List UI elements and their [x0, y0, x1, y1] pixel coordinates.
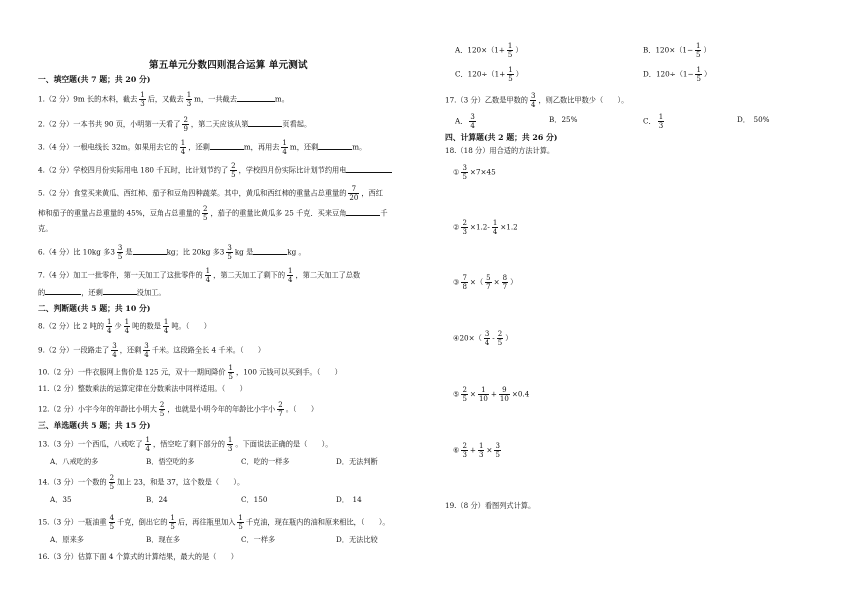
question-text: 千克，倒出它的	[117, 517, 168, 527]
question-text: 11.（2 分）整数乘法的运算定律在分数乘法中同样适用。（ ）	[38, 384, 247, 393]
option-b[interactable]: B．悟空吃的多	[146, 457, 195, 466]
fraction	[226, 244, 232, 261]
fraction-numerator: 2	[462, 442, 467, 450]
fraction-denominator: 5	[696, 75, 701, 83]
question-5-line-3	[38, 223, 52, 234]
fraction-denominator: 5	[228, 373, 233, 381]
calc-text: ×	[486, 445, 493, 455]
question-text: 。下面说法正确的是（ ）。	[235, 439, 333, 449]
question-text: 16.（3 分）估算下面 4 个算式的计算结果，最大的是（ ）	[38, 552, 238, 561]
fraction-denominator: 5	[117, 253, 123, 261]
question-text: ，学校四月份实际比计划节约用电	[238, 165, 347, 175]
fraction	[507, 42, 513, 59]
question-text: 13.（3 分）一个西瓜，八戒吃了	[38, 439, 143, 449]
question-text: 千	[380, 208, 388, 218]
answer-blank[interactable]	[237, 93, 275, 102]
fraction-numerator: 1	[658, 113, 664, 121]
fraction	[281, 139, 287, 156]
calc-text: ×7×45	[469, 167, 496, 177]
question-5-line-2	[38, 205, 388, 222]
question-text: ，悟空吃了剩下部分的	[153, 439, 225, 449]
question-text: 吨。（ ）	[171, 321, 211, 331]
fraction-numerator: 1	[106, 318, 112, 326]
page-title: 第五单元分数四则混合运算 单元测试	[149, 60, 308, 71]
fraction	[169, 514, 175, 531]
option-c[interactable]: C．150	[241, 495, 268, 504]
fraction-numerator: 1	[481, 386, 486, 394]
fraction-denominator: 4	[145, 445, 151, 453]
answer-blank[interactable]	[346, 207, 380, 216]
option-text: C．120÷（1+	[455, 69, 506, 79]
calc-item	[453, 386, 529, 403]
fraction-numerator: 1	[163, 318, 169, 326]
question-9	[38, 342, 265, 359]
fraction	[124, 318, 130, 335]
fraction-denominator: 8	[462, 283, 467, 291]
fraction-numerator: 2	[183, 116, 188, 124]
fraction	[499, 386, 510, 403]
fraction-numerator: 8	[502, 274, 508, 282]
question-text: 后，再往瓶里加入	[177, 517, 236, 527]
question-text: 3	[219, 247, 225, 257]
option-a[interactable]	[455, 42, 523, 59]
question-text: m。	[352, 142, 367, 152]
question-15	[38, 514, 390, 531]
question-5	[38, 185, 383, 202]
option-a[interactable]	[455, 113, 478, 130]
fraction-numerator: 1	[145, 436, 151, 444]
fraction	[478, 386, 489, 403]
question-text: 14.（3 分）一个数的	[38, 477, 107, 487]
fraction-denominator: 10	[499, 395, 509, 403]
fraction-denominator: 3	[462, 451, 467, 459]
fraction	[143, 342, 149, 359]
fraction	[139, 91, 145, 108]
fraction	[658, 113, 664, 130]
section-single-choice: 三、单选题(共 5 题；共 15 分)	[38, 421, 151, 430]
fraction	[111, 342, 117, 359]
fraction	[502, 274, 508, 291]
fraction-numerator: 1	[282, 139, 287, 147]
option-c[interactable]: C．吃的一样多	[241, 457, 290, 466]
calc-text: +	[469, 445, 476, 455]
question-text: 是	[125, 247, 133, 257]
option-text: C．	[643, 116, 656, 126]
question-text: 千米。这段路全长 4 千米。（ ）	[151, 345, 266, 355]
question-text: 5.（2 分）食堂买来黄瓜、西红柿、茄子和豆角四种蔬菜。其中，黄瓜和西红柿的重量占总重量的	[38, 188, 347, 198]
question-text: ，第二天加工了总数	[295, 270, 361, 280]
fraction-numerator: 3	[495, 442, 500, 450]
fraction-denominator: 7	[486, 283, 491, 291]
question-10	[38, 364, 342, 381]
question-text: 1.（2 分）9m 长的木料，截去	[38, 94, 138, 104]
option-text: ）	[515, 45, 523, 55]
fraction-denominator: 4	[144, 351, 149, 359]
fraction-numerator: 2	[231, 162, 236, 170]
question-14	[38, 474, 244, 491]
fraction-denominator: 3	[227, 445, 233, 453]
question-16	[38, 551, 238, 562]
option-a[interactable]: A．35	[50, 495, 72, 504]
fraction	[695, 66, 701, 83]
question-8	[38, 318, 211, 335]
fraction-numerator: 1	[508, 66, 513, 74]
fraction-denominator: 4	[180, 148, 186, 156]
option-text: A．	[455, 116, 468, 126]
option-d[interactable]	[643, 66, 711, 83]
fraction	[117, 244, 123, 261]
calc-item	[453, 330, 512, 347]
fraction-numerator: 3	[470, 113, 475, 121]
answer-blank[interactable]	[45, 286, 81, 295]
fraction-numerator: 9	[502, 386, 507, 394]
fraction	[109, 474, 115, 491]
fraction-numerator: 1	[238, 514, 243, 522]
fraction-denominator: 20	[349, 194, 359, 202]
question-text: 克。	[38, 224, 53, 233]
fraction-numerator: 1	[288, 267, 293, 275]
question-text: 8.（2 分）比 2 吨的	[38, 321, 104, 331]
question-6	[38, 244, 306, 261]
question-4	[38, 162, 392, 179]
fraction	[205, 267, 211, 284]
fraction-denominator: 5	[497, 339, 503, 347]
fraction	[348, 185, 359, 202]
question-text: m。	[274, 94, 289, 104]
question-text: 3	[110, 247, 115, 257]
calc-item	[453, 442, 503, 459]
option-text: D．120÷（1−	[643, 69, 694, 79]
fraction-numerator: 1	[170, 514, 175, 522]
question-12	[38, 401, 318, 418]
option-b[interactable]: B．25%	[549, 115, 578, 124]
option-d[interactable]: D．无法判断	[336, 457, 378, 466]
question-text: kg；比 20kg 多	[166, 247, 220, 257]
question-text: 12.（2 分）小宇今年的年龄比小明大	[38, 404, 157, 414]
fraction-numerator: 3	[112, 342, 117, 350]
option-b[interactable]: B．现在多	[146, 535, 181, 544]
answer-blank[interactable]	[103, 286, 137, 295]
question-text: 6.（4 分）比 10kg 多	[38, 247, 111, 257]
fraction	[461, 219, 467, 236]
fraction	[461, 274, 467, 291]
fraction-denominator: 4	[205, 276, 211, 284]
fraction-denominator: 5	[462, 173, 467, 181]
fraction-denominator: 4	[470, 122, 475, 130]
question-7	[38, 267, 360, 284]
option-text: ）	[703, 69, 712, 79]
answer-blank[interactable]	[253, 246, 287, 255]
fraction-numerator: 2	[462, 219, 467, 227]
question-text: 9.（2 分）一段路走了	[38, 345, 110, 355]
fraction	[182, 116, 188, 133]
fraction-denominator: 4	[112, 351, 117, 359]
option-d[interactable]: D． 50%	[737, 115, 770, 124]
option-c[interactable]: C．一样多	[241, 535, 276, 544]
fraction-numerator: 3	[227, 244, 232, 252]
fraction-numerator: 1	[478, 442, 484, 450]
fraction-numerator: 2	[278, 401, 283, 409]
question-text: 。（ ）	[285, 404, 319, 414]
fraction-numerator: 2	[159, 401, 165, 409]
fraction	[469, 113, 475, 130]
fraction-denominator: 4	[282, 148, 287, 156]
fraction-numerator: 1	[124, 318, 130, 326]
option-text: ）	[703, 45, 711, 55]
calc-item-number: ②	[453, 222, 460, 232]
fraction-numerator: 1	[696, 66, 701, 74]
fraction-denominator: 5	[159, 410, 165, 418]
question-text: ，还剩	[81, 288, 103, 297]
question-text: 17.（3 分）乙数是甲数的	[445, 95, 528, 105]
fraction-denominator: 5	[495, 451, 500, 459]
question-text: m，还剩	[289, 142, 319, 152]
fraction-numerator: 1	[186, 91, 192, 99]
fraction-denominator: 3	[186, 100, 192, 108]
fraction-denominator: 4	[288, 276, 293, 284]
calc-item	[453, 164, 496, 181]
fraction	[277, 401, 283, 418]
fraction-numerator: 3	[144, 342, 149, 350]
answer-blank[interactable]	[210, 141, 244, 150]
question-text: ，第二天应该从第	[190, 119, 249, 129]
fraction-numerator: 1	[507, 42, 513, 50]
fraction	[227, 436, 233, 453]
calc-item	[453, 219, 518, 236]
fraction-denominator: 5	[203, 214, 208, 222]
calc-text: ×	[469, 389, 476, 399]
question-text: 10.（2 分）一件衣服网上售价是 125 元，双十一期间降价	[38, 367, 226, 377]
question-text: 千克油，现在瓶内的油和原来相比，（ ）。	[245, 517, 390, 527]
answer-blank[interactable]	[248, 118, 282, 127]
question-18	[445, 145, 554, 156]
fraction-denominator: 5	[109, 483, 115, 491]
fraction	[484, 330, 490, 347]
fraction	[163, 318, 169, 335]
calc-text: -	[492, 333, 495, 343]
fraction-numerator: 1	[696, 42, 701, 50]
answer-blank[interactable]	[318, 141, 352, 150]
fraction-denominator: 5	[238, 523, 243, 531]
fraction	[145, 436, 151, 453]
question-text: 少	[114, 321, 122, 331]
calc-text: +	[490, 389, 497, 399]
option-text: A．120×（1+	[455, 45, 505, 55]
option-c[interactable]	[643, 113, 666, 130]
section-true-false: 二、判断题(共 5 题；共 10 分)	[38, 304, 151, 313]
fraction	[497, 330, 503, 347]
question-13	[38, 436, 332, 453]
fraction-denominator: 5	[462, 395, 467, 403]
calc-text: ）	[510, 277, 518, 287]
fraction-denominator: 7	[278, 410, 283, 418]
fraction-numerator: 1	[180, 139, 186, 147]
question-text: kg 是	[234, 247, 254, 257]
fraction-numerator: 2	[462, 386, 467, 394]
option-a[interactable]: A．原来多	[50, 535, 84, 544]
question-text: 没加工。	[136, 288, 166, 297]
calc-item-number: ④	[453, 333, 460, 343]
fraction	[530, 92, 536, 109]
question-text: 吨的数是	[132, 321, 161, 331]
calc-item-number: ③	[453, 277, 460, 287]
fraction-numerator: 7	[462, 274, 467, 282]
question-text: ，西红	[361, 188, 383, 198]
calc-item-number: ⑤	[453, 389, 460, 399]
option-a[interactable]: A．八戒吃的多	[50, 457, 99, 466]
fraction	[159, 401, 165, 418]
calc-text: ×1.2-	[469, 222, 490, 232]
fraction-numerator: 1	[205, 267, 211, 275]
fraction-denominator: 9	[183, 125, 188, 133]
fraction-numerator: 1	[227, 436, 233, 444]
fraction	[228, 364, 234, 381]
question-text: ，茄子的重量比黄瓜多 25 千克．买来豆角	[210, 208, 347, 218]
calc-text: ）	[505, 333, 513, 343]
fraction-denominator: 3	[462, 228, 467, 236]
fraction-denominator: 5	[507, 51, 513, 59]
calc-text: ×（	[469, 277, 484, 287]
fraction	[109, 514, 115, 531]
fraction-numerator: 1	[140, 91, 145, 99]
fraction	[186, 91, 192, 108]
calc-item-number: ①	[453, 167, 460, 177]
option-d[interactable]: D． 14	[336, 495, 362, 504]
fraction-denominator: 5	[231, 171, 236, 179]
fraction	[485, 274, 491, 291]
question-text: ，还剩	[188, 142, 210, 152]
fraction-denominator: 3	[658, 122, 664, 130]
fraction	[492, 219, 498, 236]
question-text: 15.（3 分）一瓶油重	[38, 517, 107, 527]
answer-blank[interactable]	[133, 246, 167, 255]
question-text: 的	[38, 288, 46, 297]
question-text: 18.（18 分）用合适的方法计算。	[445, 146, 555, 155]
fraction	[106, 318, 112, 335]
question-text: ，第二天加工了剩下的	[213, 270, 286, 280]
question-text: 加上 23，和是 37，这个数是（ ）。	[117, 477, 245, 487]
question-text: 3.（4 分）一根电线长 32m。如果用去它的	[38, 142, 178, 152]
question-text: m，一共截去	[194, 94, 237, 104]
calc-text: ×1.2	[500, 222, 518, 232]
fraction-denominator: 4	[106, 327, 112, 335]
fraction-numerator: 5	[486, 274, 491, 282]
fraction-denominator: 3	[140, 100, 145, 108]
question-text: m，再用去	[243, 142, 280, 152]
fraction	[695, 42, 701, 59]
question-17	[445, 92, 628, 109]
fraction	[478, 442, 484, 459]
answer-blank[interactable]	[346, 164, 392, 173]
fraction-denominator: 7	[502, 283, 508, 291]
fraction-numerator: 7	[351, 185, 357, 193]
fraction-denominator: 4	[163, 327, 169, 335]
fraction	[230, 162, 236, 179]
fraction-denominator: 5	[696, 51, 701, 59]
fraction-denominator: 10	[478, 395, 488, 403]
question-7-line-2	[38, 286, 166, 298]
option-c[interactable]	[455, 66, 523, 83]
fraction-numerator: 2	[109, 474, 115, 482]
question-3	[38, 139, 366, 156]
section-calculation: 四、计算题(共 2 题；共 26 分)	[445, 133, 558, 142]
calc-text: ×0.4	[511, 389, 530, 399]
calc-text: ×	[493, 277, 500, 287]
fraction-denominator: 4	[484, 339, 490, 347]
question-text: ，也就是小明今年的年龄比小宇小	[167, 404, 276, 414]
calc-text: 20×（	[459, 333, 482, 343]
question-text: 4.（2 分）学校四月份实际用电 180 千瓦时，比计划节约了	[38, 165, 229, 175]
question-text: 2.（2 分）一本书共 90 页，小明第一天看了	[38, 119, 181, 129]
question-text: 页看起。	[282, 119, 312, 129]
fraction-numerator: 2	[203, 205, 208, 213]
fraction-numerator: 2	[497, 330, 503, 338]
fraction-denominator: 4	[530, 101, 536, 109]
option-text: ）	[515, 69, 523, 79]
fraction	[202, 205, 208, 222]
question-text: kg 。	[287, 247, 306, 257]
fraction-denominator: 5	[170, 523, 175, 531]
fraction-numerator: 3	[530, 92, 536, 100]
fraction-numerator: 1	[228, 364, 233, 372]
fraction	[180, 139, 186, 156]
option-text: B．120×（1−	[643, 45, 693, 55]
question-text: 柿和茄子的重量占总重量的 45%，豆角占总重量的	[38, 208, 201, 218]
fraction-numerator: 1	[492, 219, 498, 227]
question-11	[38, 383, 247, 394]
fraction	[237, 514, 243, 531]
section-fill-blank: 一、填空题(共 7 题；共 20 分)	[38, 75, 151, 84]
fraction-denominator: 5	[508, 75, 513, 83]
option-d[interactable]: D．无法比较	[336, 535, 378, 544]
question-text: ，还剩	[119, 345, 142, 355]
fraction	[287, 267, 293, 284]
fraction-numerator: 3	[484, 330, 490, 338]
fraction	[461, 386, 467, 403]
question-2	[38, 116, 311, 133]
question-19	[445, 500, 535, 511]
fraction-numerator: 3	[462, 164, 467, 172]
option-b[interactable]: B．24	[146, 495, 168, 504]
calc-item	[453, 274, 517, 291]
fraction	[461, 442, 467, 459]
question-text: 19.（8 分）看图列式计算。	[445, 501, 536, 510]
option-b[interactable]	[643, 42, 711, 59]
fraction	[507, 66, 513, 83]
fraction-denominator: 5	[227, 253, 232, 261]
fraction-numerator: 3	[117, 244, 123, 252]
fraction-denominator: 4	[492, 228, 498, 236]
question-text: 7.（4 分）加工一批零件，第一天加工了这批零件的	[38, 270, 203, 280]
fraction-numerator: 4	[109, 514, 115, 522]
fraction-denominator: 4	[124, 327, 130, 335]
calc-item-number: ⑥	[453, 445, 460, 455]
fraction-denominator: 3	[478, 451, 484, 459]
fraction	[461, 164, 467, 181]
question-text: ，则乙数比甲数少（ ）。	[538, 95, 629, 105]
fraction	[494, 442, 500, 459]
fraction-denominator: 5	[109, 523, 115, 531]
question-1	[38, 91, 289, 108]
question-text: 后，又截去	[147, 94, 184, 104]
question-text: ，100 元钱可以买到手。（ ）	[236, 367, 342, 377]
